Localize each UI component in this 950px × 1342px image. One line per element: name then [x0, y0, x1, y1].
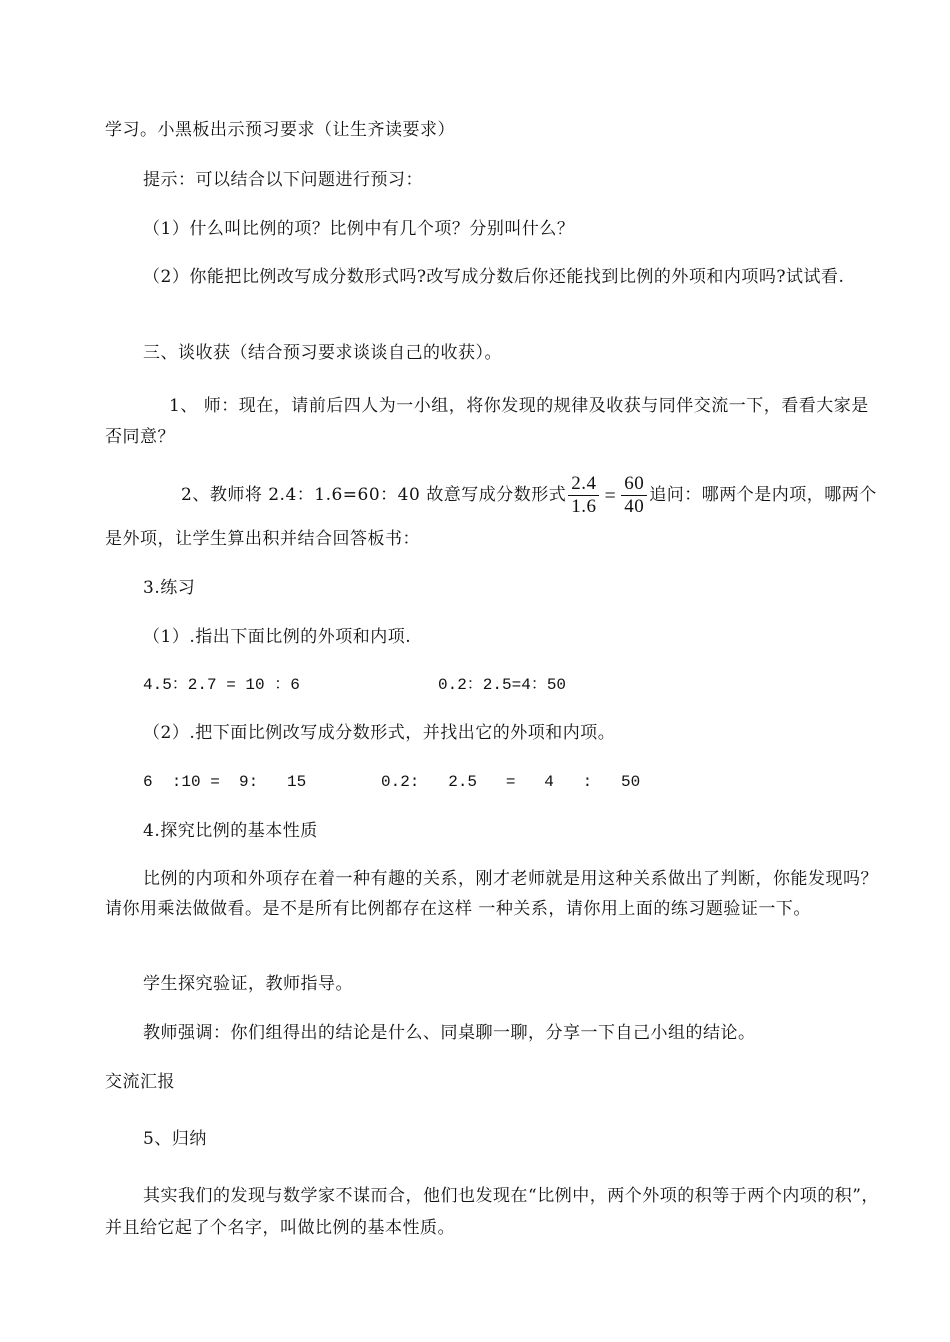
- teacher-instruction: 1、 师：现在，请前后四人为一小组，将你发现的规律及收获与同伴交流一下，看看大家是否同意？: [105, 396, 869, 447]
- text-line: 教师强调：你们组得出的结论是什么、同桌聊一聊，分享一下自己小组的结论。: [143, 1023, 756, 1043]
- text-line: 是外项，让学生算出积并结合回答板书：: [105, 529, 420, 549]
- fraction-60-over-40: [621, 473, 647, 518]
- hint-line: 提示：可以结合以下问题进行预习：: [143, 170, 423, 190]
- text-line: 交流汇报: [105, 1072, 175, 1092]
- proportion-d: 0.2: 2.5 = 4 : 50: [381, 773, 641, 791]
- exercise-heading: 3.练习: [143, 578, 196, 598]
- fraction-denominator: 40: [624, 496, 645, 517]
- fraction-line-prefix: 2、教师将 2.4：1.6=60：40 故意写成分数形式: [181, 485, 567, 505]
- equals-sign: =: [604, 484, 617, 507]
- question-2: （2）你能把比例改写成分数形式吗?改写成分数后你还能找到比例的外项和内项吗?试试看.: [143, 267, 845, 287]
- fraction-numerator: 2.4: [568, 473, 599, 496]
- exercise-2: （2）.把下面比例改写成分数形式，并找出它的外项和内项。: [143, 723, 616, 743]
- text-line: 学习。小黑板出示预习要求（让生齐读要求）: [105, 120, 455, 140]
- exploration-paragraph: 比例的内项和外项存在着一种有趣的关系，刚才老师就是用这种关系做出了判断，你能发现吗？请你用乘法做做看。是不是所有比例都存在这样 一种关系，请你用上面的练习题验证一下。: [105, 869, 878, 919]
- fraction-numerator: 60: [621, 473, 647, 496]
- text-line: 学生探究验证，教师指导。: [143, 974, 353, 994]
- section-4-heading: 4.探究比例的基本性质: [143, 821, 318, 841]
- question-1: （1）什么叫比例的项？比例中有几个项？分别叫什么？: [143, 219, 575, 239]
- fraction-denominator: 1.6: [571, 496, 597, 517]
- exercise-1: （1）.指出下面比例的外项和内项.: [143, 627, 412, 647]
- proportion-b: 0.2：2.5=4：50: [438, 676, 567, 694]
- fraction-2-4-over-1-6: [568, 473, 599, 518]
- summary-paragraph: 其实我们的发现与数学家不谋而合，他们也发现在“比例中，两个外项的积等于两个内项的积”，并且给它起了个名字，叫做比例的基本性质。: [105, 1186, 879, 1238]
- proportion-a: 4.5：2.7 = 10 ：6: [143, 676, 300, 694]
- section-5-heading: 5、归纳: [143, 1129, 207, 1149]
- fraction-line: [181, 470, 877, 520]
- proportion-c: 6 :10 = 9: 15: [143, 773, 307, 791]
- fraction-line-suffix: 追问：哪两个是内项，哪两个: [649, 485, 877, 505]
- section-heading: 三、谈收获（结合预习要求谈谈自己的收获）。: [143, 343, 502, 363]
